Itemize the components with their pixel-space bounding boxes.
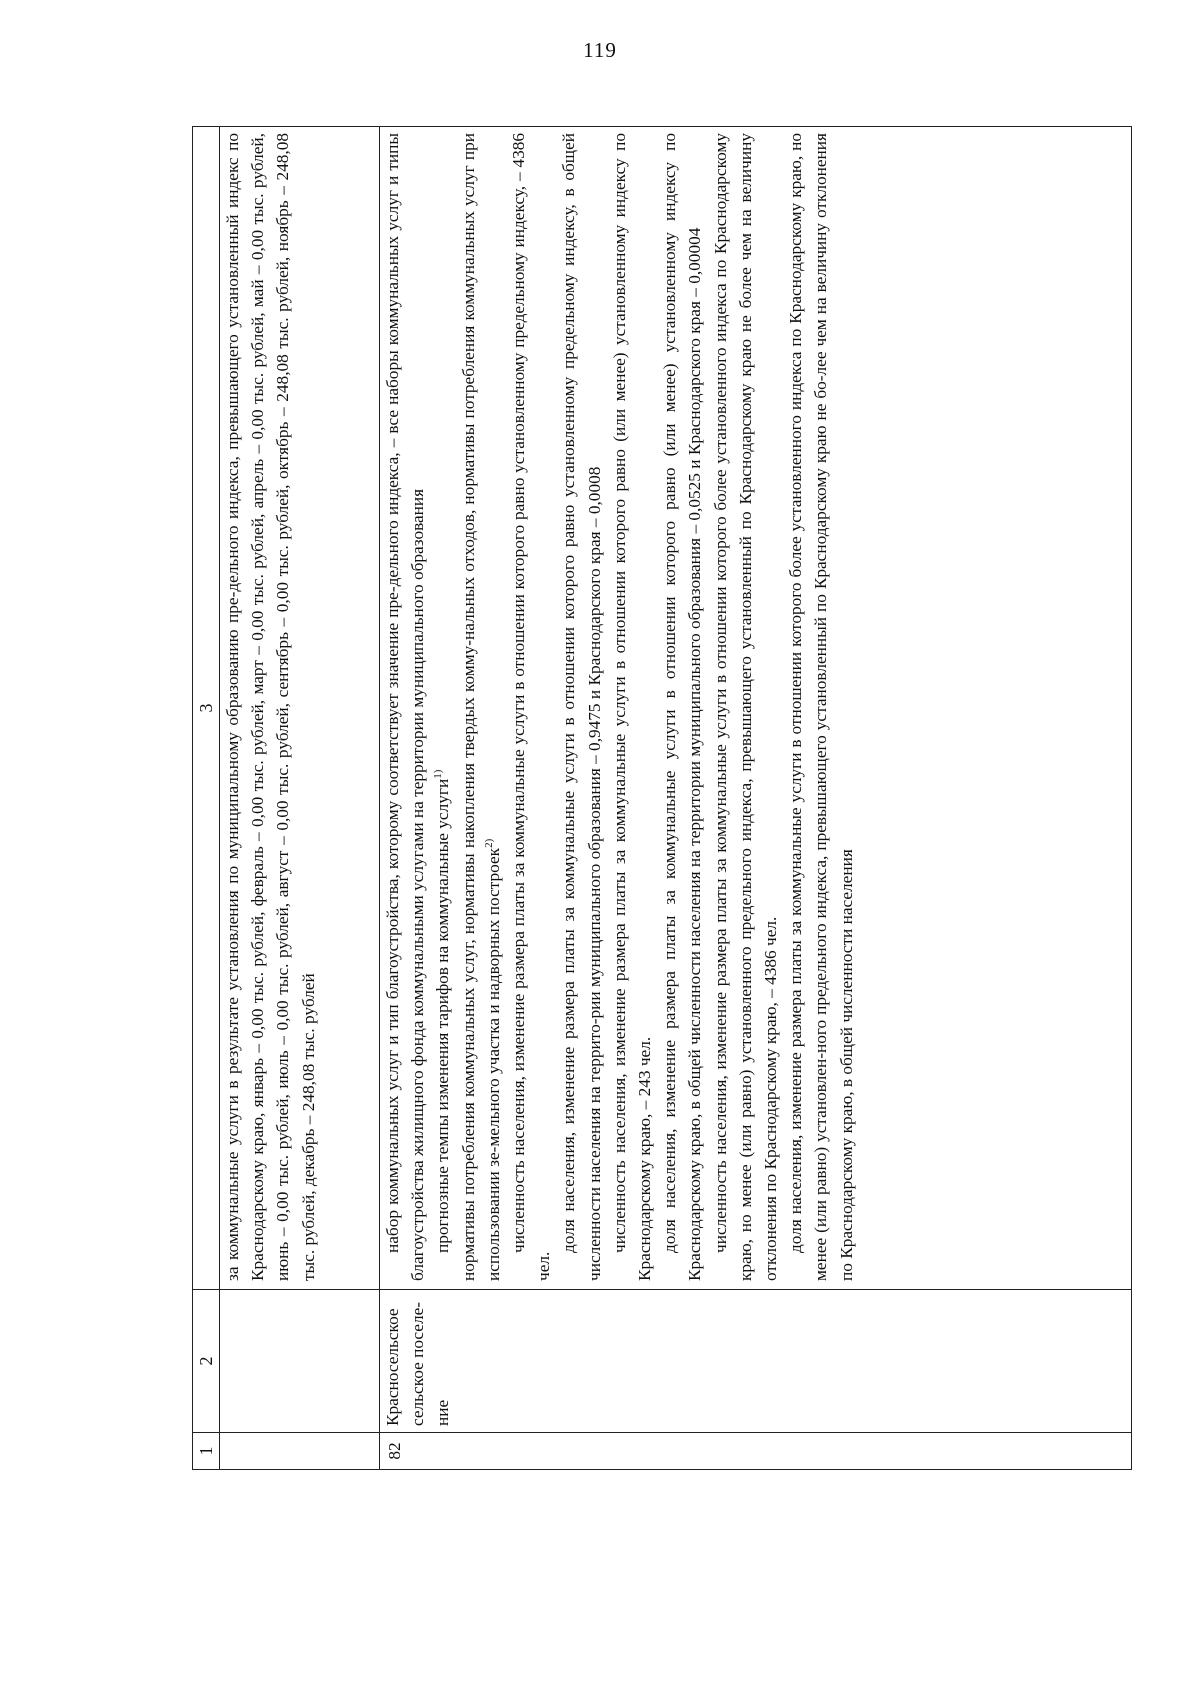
paragraph-tariff-rates-text: прогнозные темпы изменения тарифов на коммунальные услуги	[433, 778, 453, 1253]
column-header-1: 1	[193, 1433, 220, 1470]
row-number: 82	[380, 1433, 1132, 1470]
tariff-table	[192, 126, 1132, 1470]
continuation-cell-2	[220, 1290, 380, 1433]
continuation-text	[220, 127, 380, 1290]
row-description	[380, 127, 1132, 1290]
paragraph-tariff-rates	[430, 133, 455, 1281]
footnote-mark-1: 1)	[432, 769, 445, 779]
footnote-mark-2: 2)	[483, 838, 496, 848]
paragraph-norms	[456, 133, 506, 1281]
continuation-row	[220, 127, 380, 1470]
paragraph-population-equal: численность населения, изменение размера платы за коммунальные услуги в отношении которого равно установленному предельному индексу, – 4386 чел.	[509, 133, 554, 1281]
paragraph-population-less: численность населения, изменение размера платы за коммунальные услуги в отношении которого равно (или менее) установленному индексу по Краснодарскому краю, – 243 чел.	[609, 133, 655, 1281]
table-row	[380, 127, 1132, 1470]
paragraph-share-less: доля населения, изменение размера платы за коммунальные услуги в отношении которого равно (или менее) установленному индексу по Краснодарскому краю, в общей численности населения на территории муниципального образования – 0,0525 и Краснодарского края – 0,00004	[660, 133, 705, 1281]
continuation-paragraph: за коммунальные услуги в результате установления по муниципальному образованию пре-дельного индекса, превышающего установленный индекс по Краснодарскому краю, январь – 0,00 тыс. рублей, февраль – 0,00 тыс. рублей, март – 0,00 тыс. рублей, апрель – 0,00 тыс. рублей, май – 0,00 тыс. рублей, июнь – 0,00 тыс. рублей, июль – 0,00 тыс. рублей, август – 0,00 тыс. рублей, сентябрь – 0,00 тыс. рублей, октябрь – 248,08 тыс. рублей, ноябрь – 248,08 тыс. рублей, декабрь – 248,08 тыс. рублей	[223, 133, 318, 1281]
paragraph-population-above: численность населения, изменение размера платы за коммунальные услуги в отношении которого более установленного индекса по Краснодарскому краю, но менее (или равно) установленного предельного индекса, превышающего установленный по Краснодарскому краю не более чем на величину отклонения по Краснодарскому краю, – 4386 чел.	[710, 133, 781, 1281]
column-header-2: 2	[193, 1290, 220, 1433]
paragraph-share-equal: доля населения, изменение размера платы за коммунальные услуги в отношении которого равно установленному предельному индексу, в общей численности населения на террито-рии муниципального образования – 0,9475 и Краснодарского края – 0,0008	[559, 133, 604, 1281]
continuation-cell-1	[220, 1433, 380, 1470]
page-number: 119	[583, 38, 617, 62]
paragraph-share-above: доля населения, изменение размера платы за коммунальные услуги в отношении которого более установленного индекса по Краснодарскому краю, но менее (или равно) установлен-ного предельного индекса, превышающего установленный по Краснодарскому краю не бо-лее чем на величину отклонения по Краснодарскому краю, в общей численности населения	[786, 133, 856, 1281]
rotated-table-container	[192, 126, 1132, 1470]
paragraph-services-set: набор коммунальных услуг и тип благоустройства, которому соответствует значение пре-дельного индекса, – все наборы коммунальных услуг и типы благоустройства жилищного фонда коммунальными услугами на территории муниципального образования	[383, 133, 428, 1281]
table-header-row	[193, 127, 220, 1470]
paragraph-norms-text: нормативы потребления коммунальных услуг, нормативы накопления твердых комму-нальных отходов, нормативы потребления коммунальных услуг при использовании зе-мельного участка и надворных построек	[458, 133, 503, 1281]
municipality-name: Красносельское сельское поселе-ние	[380, 1290, 1132, 1433]
column-header-3: 3	[193, 127, 220, 1290]
